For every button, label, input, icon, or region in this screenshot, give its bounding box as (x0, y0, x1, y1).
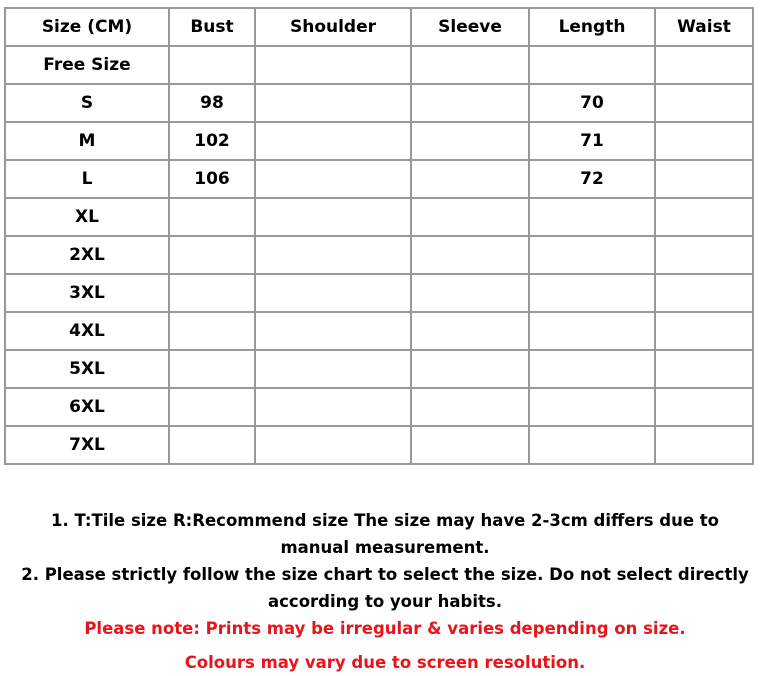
cell-shoulder (255, 46, 411, 84)
cell-size: L (5, 160, 169, 198)
header-size: Size (CM) (5, 8, 169, 46)
cell-length (529, 388, 655, 426)
cell-waist (655, 122, 753, 160)
cell-sleeve (411, 236, 529, 274)
cell-size: 3XL (5, 274, 169, 312)
cell-waist (655, 350, 753, 388)
table-row (5, 122, 753, 160)
cell-sleeve (411, 388, 529, 426)
cell-waist (655, 198, 753, 236)
cell-waist (655, 160, 753, 198)
cell-length (529, 350, 655, 388)
warning-colours: Colours may vary due to screen resolution. (184, 653, 586, 672)
cell-shoulder (255, 350, 411, 388)
cell-waist (655, 274, 753, 312)
cell-sleeve (411, 160, 529, 198)
cell-bust (169, 46, 255, 84)
cell-bust (169, 274, 255, 312)
cell-bust (169, 236, 255, 274)
table-row (5, 160, 753, 198)
cell-shoulder (255, 160, 411, 198)
cell-bust: 98 (169, 84, 255, 122)
header-waist: Waist (655, 8, 753, 46)
cell-size: S (5, 84, 169, 122)
cell-length: 72 (529, 160, 655, 198)
cell-size: 7XL (5, 426, 169, 464)
cell-sleeve (411, 46, 529, 84)
cell-size: 4XL (5, 312, 169, 350)
cell-sleeve (411, 198, 529, 236)
cell-length (529, 312, 655, 350)
table-row (5, 84, 753, 122)
cell-sleeve (411, 426, 529, 464)
cell-length (529, 236, 655, 274)
cell-size: M (5, 122, 169, 160)
cell-bust (169, 388, 255, 426)
notes-section (0, 507, 770, 676)
header-bust: Bust (169, 8, 255, 46)
warning-prints: Please note: Prints may be irregular & varies depending on size. (84, 619, 686, 638)
note-tile-size: 1. T:Tile size R:Recommend size The size may have 2-3cm differs due to manual measurement. (51, 511, 719, 557)
cell-size: 2XL (5, 236, 169, 274)
header-length: Length (529, 8, 655, 46)
cell-length (529, 198, 655, 236)
size-chart-table (4, 7, 754, 465)
cell-waist (655, 46, 753, 84)
cell-bust (169, 312, 255, 350)
cell-sleeve (411, 122, 529, 160)
cell-waist (655, 236, 753, 274)
table-row (5, 350, 753, 388)
cell-bust: 102 (169, 122, 255, 160)
table-row (5, 46, 753, 84)
cell-sleeve (411, 84, 529, 122)
cell-sleeve (411, 350, 529, 388)
cell-size: 6XL (5, 388, 169, 426)
cell-waist (655, 84, 753, 122)
cell-waist (655, 426, 753, 464)
cell-length (529, 274, 655, 312)
cell-size: 5XL (5, 350, 169, 388)
table-row (5, 236, 753, 274)
cell-bust (169, 198, 255, 236)
cell-shoulder (255, 312, 411, 350)
cell-bust: 106 (169, 160, 255, 198)
size-chart-body (5, 46, 753, 464)
header-row (5, 8, 753, 46)
cell-length (529, 46, 655, 84)
cell-shoulder (255, 236, 411, 274)
cell-sleeve (411, 312, 529, 350)
cell-size: XL (5, 198, 169, 236)
table-row (5, 312, 753, 350)
cell-length: 71 (529, 122, 655, 160)
cell-shoulder (255, 198, 411, 236)
cell-bust (169, 426, 255, 464)
header-sleeve: Sleeve (411, 8, 529, 46)
table-row (5, 198, 753, 236)
note-follow-chart: 2. Please strictly follow the size chart to select the size. Do not select directly according to your habits. (21, 565, 749, 611)
cell-waist (655, 388, 753, 426)
header-shoulder: Shoulder (255, 8, 411, 46)
table-row (5, 388, 753, 426)
cell-length: 70 (529, 84, 655, 122)
cell-shoulder (255, 84, 411, 122)
cell-shoulder (255, 388, 411, 426)
cell-sleeve (411, 274, 529, 312)
cell-shoulder (255, 274, 411, 312)
table-row (5, 274, 753, 312)
table-row (5, 426, 753, 464)
cell-bust (169, 350, 255, 388)
cell-size: Free Size (5, 46, 169, 84)
cell-waist (655, 312, 753, 350)
cell-shoulder (255, 122, 411, 160)
cell-length (529, 426, 655, 464)
cell-shoulder (255, 426, 411, 464)
